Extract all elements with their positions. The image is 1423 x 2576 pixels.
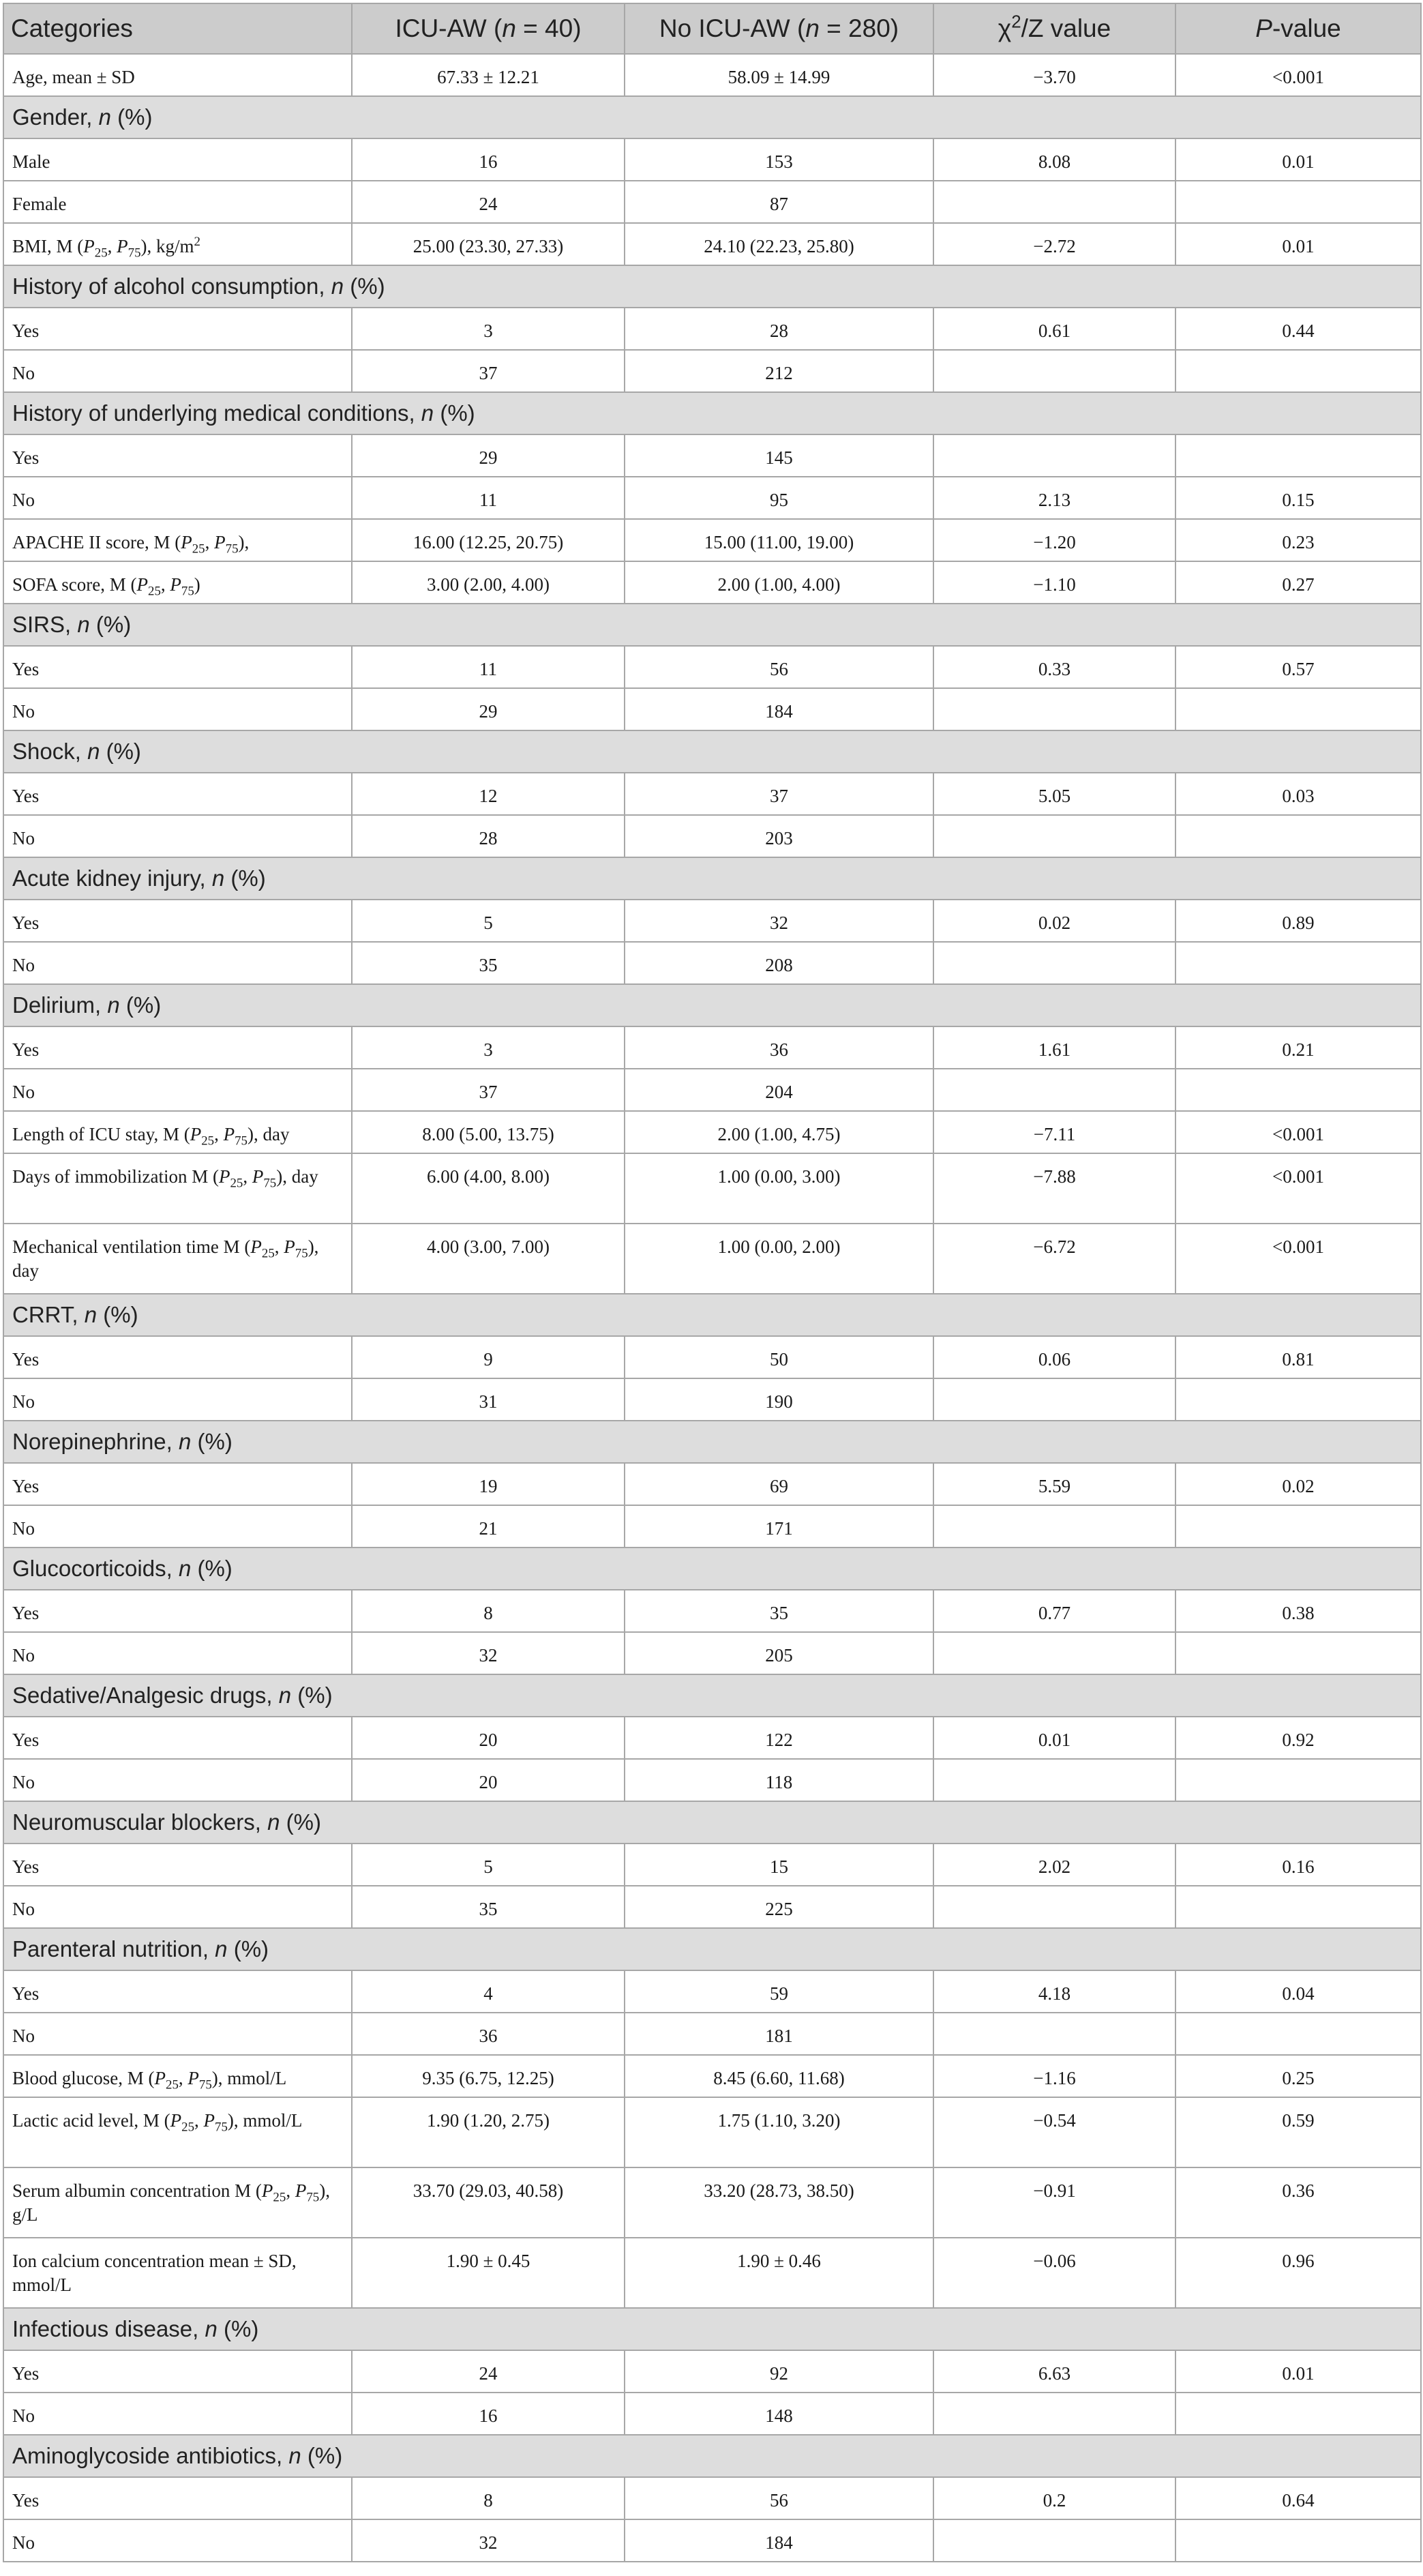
- table-row: [3, 1590, 1421, 1632]
- table-row: [3, 1505, 1421, 1548]
- icu-aw-cell: 4: [352, 1970, 625, 2013]
- category-cell: Yes: [3, 308, 352, 350]
- table-row: [3, 646, 1421, 688]
- no-icu-aw-cell: 212: [625, 350, 933, 392]
- data-table: [3, 3, 1422, 2562]
- stat-value-cell: −1.10: [933, 561, 1175, 604]
- category-cell: No: [3, 1378, 352, 1421]
- icu-aw-cell: 24: [352, 2350, 625, 2393]
- table-row: [3, 2013, 1421, 2055]
- p-value-cell: 0.25: [1175, 2055, 1421, 2097]
- table-row: [3, 1717, 1421, 1759]
- icu-aw-cell: 5: [352, 900, 625, 942]
- stat-value-cell: 0.06: [933, 1336, 1175, 1378]
- section-label: Shock, n (%): [3, 730, 1421, 773]
- stat-value-cell: [933, 2519, 1175, 2562]
- icu-aw-cell: 25.00 (23.30, 27.33): [352, 223, 625, 265]
- icu-aw-cell: 29: [352, 434, 625, 477]
- no-icu-aw-cell: 33.20 (28.73, 38.50): [625, 2167, 933, 2238]
- stat-value-cell: [933, 815, 1175, 857]
- p-value-cell: [1175, 2013, 1421, 2055]
- p-value-cell: [1175, 1505, 1421, 1548]
- icu-aw-cell: 35: [352, 1886, 625, 1928]
- icu-aw-cell: 9.35 (6.75, 12.25): [352, 2055, 625, 2097]
- p-value-cell: 0.27: [1175, 561, 1421, 604]
- stat-value-cell: [933, 181, 1175, 223]
- section-label: Acute kidney injury, n (%): [3, 857, 1421, 900]
- category-cell: Yes: [3, 1844, 352, 1886]
- icu-aw-cell: 67.33 ± 12.21: [352, 54, 625, 96]
- no-icu-aw-cell: 203: [625, 815, 933, 857]
- section-label: Gender, n (%): [3, 96, 1421, 138]
- no-icu-aw-cell: 56: [625, 2477, 933, 2519]
- p-value-cell: [1175, 181, 1421, 223]
- section-label: Neuromuscular blockers, n (%): [3, 1801, 1421, 1844]
- no-icu-aw-cell: 37: [625, 773, 933, 815]
- header-cell: No ICU-AW (n = 280): [625, 3, 933, 54]
- stat-value-cell: [933, 688, 1175, 730]
- category-cell: No: [3, 942, 352, 984]
- table-row: [3, 2238, 1421, 2308]
- p-value-cell: [1175, 2393, 1421, 2435]
- category-cell: Yes: [3, 1463, 352, 1505]
- section-row: [3, 1928, 1421, 1970]
- category-cell: Yes: [3, 646, 352, 688]
- table-row: [3, 1153, 1421, 1224]
- stat-value-cell: −0.54: [933, 2097, 1175, 2167]
- stat-value-cell: 0.2: [933, 2477, 1175, 2519]
- icu-aw-cell: 36: [352, 2013, 625, 2055]
- category-cell: Ion calcium concentration mean ± SD, mmol/L: [3, 2238, 352, 2308]
- icu-aw-cell: 1.90 ± 0.45: [352, 2238, 625, 2308]
- icu-aw-cell: 16.00 (12.25, 20.75): [352, 519, 625, 561]
- section-row: [3, 392, 1421, 434]
- section-row: [3, 265, 1421, 308]
- icu-aw-cell: 5: [352, 1844, 625, 1886]
- stat-value-cell: 0.61: [933, 308, 1175, 350]
- icu-aw-cell: 16: [352, 2393, 625, 2435]
- icu-aw-cell: 24: [352, 181, 625, 223]
- icu-aw-cell: 3: [352, 1026, 625, 1069]
- icu-aw-cell: 37: [352, 350, 625, 392]
- table-row: [3, 900, 1421, 942]
- category-cell: No: [3, 1759, 352, 1801]
- table-row: [3, 942, 1421, 984]
- table-row: [3, 815, 1421, 857]
- icu-aw-cell: 3.00 (2.00, 4.00): [352, 561, 625, 604]
- icu-aw-cell: 8: [352, 2477, 625, 2519]
- table-row: [3, 477, 1421, 519]
- stat-value-cell: 0.01: [933, 1717, 1175, 1759]
- icu-aw-cell: 19: [352, 1463, 625, 1505]
- table-row: [3, 773, 1421, 815]
- icu-aw-cell: 11: [352, 477, 625, 519]
- icu-aw-cell: 32: [352, 1632, 625, 1674]
- stat-value-cell: −7.88: [933, 1153, 1175, 1224]
- category-cell: Serum albumin concentration M ($P_{25}$, $P_{75}$), g/L: [3, 2167, 352, 2238]
- table-row: [3, 2350, 1421, 2393]
- category-cell: Yes: [3, 1590, 352, 1632]
- no-icu-aw-cell: 2.00 (1.00, 4.75): [625, 1111, 933, 1153]
- table-row: [3, 2167, 1421, 2238]
- no-icu-aw-cell: 145: [625, 434, 933, 477]
- table-row: [3, 519, 1421, 561]
- no-icu-aw-cell: 225: [625, 1886, 933, 1928]
- p-value-cell: 0.15: [1175, 477, 1421, 519]
- stat-value-cell: −1.16: [933, 2055, 1175, 2097]
- category-cell: Length of ICU stay, M ($P_{25}$, $P_{75}$), day: [3, 1111, 352, 1153]
- table-row: [3, 2055, 1421, 2097]
- icu-aw-cell: 28: [352, 815, 625, 857]
- stat-value-cell: [933, 942, 1175, 984]
- stat-value-cell: [933, 1632, 1175, 1674]
- p-value-cell: 0.01: [1175, 138, 1421, 181]
- section-label: CRRT, n (%): [3, 1294, 1421, 1336]
- category-cell: Yes: [3, 900, 352, 942]
- table-body: [3, 54, 1421, 2562]
- table-row: [3, 561, 1421, 604]
- table-row: [3, 181, 1421, 223]
- icu-aw-cell: 3: [352, 308, 625, 350]
- no-icu-aw-cell: 8.45 (6.60, 11.68): [625, 2055, 933, 2097]
- p-value-cell: 0.44: [1175, 308, 1421, 350]
- no-icu-aw-cell: 59: [625, 1970, 933, 2013]
- table-row: [3, 1069, 1421, 1111]
- table-row: [3, 1632, 1421, 1674]
- category-cell: Female: [3, 181, 352, 223]
- no-icu-aw-cell: 15: [625, 1844, 933, 1886]
- no-icu-aw-cell: 58.09 ± 14.99: [625, 54, 933, 96]
- stat-value-cell: [933, 1759, 1175, 1801]
- p-value-cell: 0.96: [1175, 2238, 1421, 2308]
- section-label: Sedative/Analgesic drugs, n (%): [3, 1674, 1421, 1717]
- icu-aw-cell: 11: [352, 646, 625, 688]
- no-icu-aw-cell: 24.10 (22.23, 25.80): [625, 223, 933, 265]
- table-row: [3, 138, 1421, 181]
- no-icu-aw-cell: 208: [625, 942, 933, 984]
- no-icu-aw-cell: 87: [625, 181, 933, 223]
- no-icu-aw-cell: 92: [625, 2350, 933, 2393]
- icu-aw-cell: 32: [352, 2519, 625, 2562]
- category-cell: No: [3, 815, 352, 857]
- section-label: Glucocorticoids, n (%): [3, 1548, 1421, 1590]
- table-row: [3, 2393, 1421, 2435]
- table-row: [3, 2097, 1421, 2167]
- stat-value-cell: 1.61: [933, 1026, 1175, 1069]
- section-row: [3, 1801, 1421, 1844]
- no-icu-aw-cell: 181: [625, 2013, 933, 2055]
- no-icu-aw-cell: 184: [625, 688, 933, 730]
- category-cell: No: [3, 2519, 352, 2562]
- category-cell: Blood glucose, M ($P_{25}$, $P_{75}$), mmol/L: [3, 2055, 352, 2097]
- p-value-cell: [1175, 350, 1421, 392]
- stat-value-cell: 0.33: [933, 646, 1175, 688]
- stat-value-cell: [933, 350, 1175, 392]
- p-value-cell: 0.38: [1175, 1590, 1421, 1632]
- p-value-cell: 0.23: [1175, 519, 1421, 561]
- icu-aw-cell: 8.00 (5.00, 13.75): [352, 1111, 625, 1153]
- icu-aw-cell: 6.00 (4.00, 8.00): [352, 1153, 625, 1224]
- no-icu-aw-cell: 69: [625, 1463, 933, 1505]
- icu-aw-cell: 37: [352, 1069, 625, 1111]
- stat-value-cell: 4.18: [933, 1970, 1175, 2013]
- no-icu-aw-cell: 1.75 (1.10, 3.20): [625, 2097, 933, 2167]
- category-cell: Yes: [3, 2350, 352, 2393]
- header-cell: ICU-AW (n = 40): [352, 3, 625, 54]
- table-row: [3, 308, 1421, 350]
- p-value-cell: 0.59: [1175, 2097, 1421, 2167]
- table-row: [3, 1336, 1421, 1378]
- header-cell: P-value: [1175, 3, 1421, 54]
- icu-aw-cell: 9: [352, 1336, 625, 1378]
- stat-value-cell: [933, 1069, 1175, 1111]
- section-row: [3, 2435, 1421, 2477]
- icu-aw-cell: 35: [352, 942, 625, 984]
- icu-aw-cell: 21: [352, 1505, 625, 1548]
- category-cell: Yes: [3, 1336, 352, 1378]
- stat-value-cell: −0.91: [933, 2167, 1175, 2238]
- section-label: Delirium, n (%): [3, 984, 1421, 1026]
- p-value-cell: [1175, 688, 1421, 730]
- p-value-cell: [1175, 1069, 1421, 1111]
- stat-value-cell: 2.02: [933, 1844, 1175, 1886]
- stat-value-cell: −1.20: [933, 519, 1175, 561]
- category-cell: Lactic acid level, M ($P_{25}$, $P_{75}$), mmol/L: [3, 2097, 352, 2167]
- no-icu-aw-cell: 184: [625, 2519, 933, 2562]
- category-cell: No: [3, 2013, 352, 2055]
- table-row: [3, 223, 1421, 265]
- table-row: [3, 54, 1421, 96]
- section-row: [3, 1548, 1421, 1590]
- category-cell: Age, mean ± SD: [3, 54, 352, 96]
- p-value-cell: 0.21: [1175, 1026, 1421, 1069]
- p-value-cell: 0.01: [1175, 2350, 1421, 2393]
- p-value-cell: 0.36: [1175, 2167, 1421, 2238]
- section-row: [3, 604, 1421, 646]
- section-row: [3, 857, 1421, 900]
- stat-value-cell: [933, 434, 1175, 477]
- category-cell: Yes: [3, 2477, 352, 2519]
- icu-aw-cell: 29: [352, 688, 625, 730]
- stat-value-cell: 5.59: [933, 1463, 1175, 1505]
- section-label: Aminoglycoside antibiotics, n (%): [3, 2435, 1421, 2477]
- header-cell: $\chi^2/Z$ value: [933, 3, 1175, 54]
- p-value-cell: [1175, 2519, 1421, 2562]
- p-value-cell: [1175, 815, 1421, 857]
- category-cell: APACHE II score, M ($P_{25}$, $P_{75}$),: [3, 519, 352, 561]
- no-icu-aw-cell: 1.00 (0.00, 3.00): [625, 1153, 933, 1224]
- no-icu-aw-cell: 15.00 (11.00, 19.00): [625, 519, 933, 561]
- p-value-cell: [1175, 434, 1421, 477]
- icu-aw-cell: 20: [352, 1759, 625, 1801]
- no-icu-aw-cell: 118: [625, 1759, 933, 1801]
- section-row: [3, 96, 1421, 138]
- section-row: [3, 730, 1421, 773]
- table-row: [3, 1759, 1421, 1801]
- stat-value-cell: −6.72: [933, 1224, 1175, 1294]
- category-cell: No: [3, 1632, 352, 1674]
- p-value-cell: 0.03: [1175, 773, 1421, 815]
- category-cell: Yes: [3, 773, 352, 815]
- stat-value-cell: 2.13: [933, 477, 1175, 519]
- table-row: [3, 688, 1421, 730]
- no-icu-aw-cell: 2.00 (1.00, 4.00): [625, 561, 933, 604]
- stat-value-cell: 6.63: [933, 2350, 1175, 2393]
- category-cell: No: [3, 688, 352, 730]
- table-row: [3, 434, 1421, 477]
- stat-value-cell: [933, 1378, 1175, 1421]
- stat-value-cell: [933, 2013, 1175, 2055]
- section-row: [3, 984, 1421, 1026]
- category-cell: No: [3, 1505, 352, 1548]
- no-icu-aw-cell: 35: [625, 1590, 933, 1632]
- icu-aw-cell: 33.70 (29.03, 40.58): [352, 2167, 625, 2238]
- p-value-cell: [1175, 1886, 1421, 1928]
- section-label: Infectious disease, n (%): [3, 2308, 1421, 2350]
- p-value-cell: [1175, 1378, 1421, 1421]
- category-cell: No: [3, 1069, 352, 1111]
- p-value-cell: 0.57: [1175, 646, 1421, 688]
- no-icu-aw-cell: 205: [625, 1632, 933, 1674]
- section-row: [3, 1421, 1421, 1463]
- header-cell: Categories: [3, 3, 352, 54]
- p-value-cell: [1175, 1632, 1421, 1674]
- icu-aw-cell: 12: [352, 773, 625, 815]
- p-value-cell: [1175, 942, 1421, 984]
- category-cell: Yes: [3, 1970, 352, 2013]
- no-icu-aw-cell: 1.90 ± 0.46: [625, 2238, 933, 2308]
- category-cell: Days of immobilization M ($P_{25}$, $P_{75}$), day: [3, 1153, 352, 1224]
- no-icu-aw-cell: 56: [625, 646, 933, 688]
- icu-aw-cell: 31: [352, 1378, 625, 1421]
- no-icu-aw-cell: 28: [625, 308, 933, 350]
- icu-aw-cell: 8: [352, 1590, 625, 1632]
- icu-aw-cell: 16: [352, 138, 625, 181]
- stat-value-cell: −3.70: [933, 54, 1175, 96]
- icu-aw-cell: 1.90 (1.20, 2.75): [352, 2097, 625, 2167]
- table-row: [3, 1026, 1421, 1069]
- no-icu-aw-cell: 171: [625, 1505, 933, 1548]
- category-cell: Male: [3, 138, 352, 181]
- section-label: Norepinephrine, n (%): [3, 1421, 1421, 1463]
- stat-value-cell: 5.05: [933, 773, 1175, 815]
- table-row: [3, 350, 1421, 392]
- category-cell: BMI, M ($P_{25}$, $P_{75}$), $kg/m^2$: [3, 223, 352, 265]
- stat-value-cell: 0.02: [933, 900, 1175, 942]
- no-icu-aw-cell: 190: [625, 1378, 933, 1421]
- p-value-cell: 0.64: [1175, 2477, 1421, 2519]
- table-row: [3, 2477, 1421, 2519]
- stat-value-cell: [933, 1886, 1175, 1928]
- category-cell: Mechanical ventilation time M ($P_{25}$, $P_{75}$), day: [3, 1224, 352, 1294]
- p-value-cell: [1175, 1759, 1421, 1801]
- stat-value-cell: −2.72: [933, 223, 1175, 265]
- p-value-cell: 0.81: [1175, 1336, 1421, 1378]
- category-cell: Yes: [3, 1717, 352, 1759]
- category-cell: No: [3, 477, 352, 519]
- no-icu-aw-cell: 148: [625, 2393, 933, 2435]
- p-value-cell: 0.04: [1175, 1970, 1421, 2013]
- p-value-cell: <0.001: [1175, 1153, 1421, 1224]
- section-row: [3, 2308, 1421, 2350]
- p-value-cell: 0.92: [1175, 1717, 1421, 1759]
- section-row: [3, 1294, 1421, 1336]
- table-row: [3, 1970, 1421, 2013]
- no-icu-aw-cell: 1.00 (0.00, 2.00): [625, 1224, 933, 1294]
- no-icu-aw-cell: 32: [625, 900, 933, 942]
- table-row: [3, 1378, 1421, 1421]
- category-cell: Yes: [3, 434, 352, 477]
- table-row: [3, 2519, 1421, 2562]
- section-row: [3, 1674, 1421, 1717]
- p-value-cell: 0.01: [1175, 223, 1421, 265]
- stat-value-cell: [933, 2393, 1175, 2435]
- section-label: SIRS, n (%): [3, 604, 1421, 646]
- category-cell: No: [3, 1886, 352, 1928]
- no-icu-aw-cell: 36: [625, 1026, 933, 1069]
- table-row: [3, 1844, 1421, 1886]
- p-value-cell: <0.001: [1175, 1111, 1421, 1153]
- section-label: History of alcohol consumption, n (%): [3, 265, 1421, 308]
- no-icu-aw-cell: 153: [625, 138, 933, 181]
- no-icu-aw-cell: 50: [625, 1336, 933, 1378]
- stat-value-cell: [933, 1505, 1175, 1548]
- stat-value-cell: −7.11: [933, 1111, 1175, 1153]
- category-cell: No: [3, 2393, 352, 2435]
- p-value-cell: 0.02: [1175, 1463, 1421, 1505]
- table-row: [3, 1463, 1421, 1505]
- p-value-cell: 0.16: [1175, 1844, 1421, 1886]
- p-value-cell: 0.89: [1175, 900, 1421, 942]
- category-cell: SOFA score, M ($P_{25}$, $P_{75}$): [3, 561, 352, 604]
- section-label: Parenteral nutrition, n (%): [3, 1928, 1421, 1970]
- icu-aw-cell: 4.00 (3.00, 7.00): [352, 1224, 625, 1294]
- p-value-cell: <0.001: [1175, 1224, 1421, 1294]
- section-label: History of underlying medical conditions, n (%): [3, 392, 1421, 434]
- no-icu-aw-cell: 204: [625, 1069, 933, 1111]
- category-cell: Yes: [3, 1026, 352, 1069]
- icu-aw-cell: 20: [352, 1717, 625, 1759]
- table-row: [3, 1224, 1421, 1294]
- table-row: [3, 1111, 1421, 1153]
- stat-value-cell: 8.08: [933, 138, 1175, 181]
- header-row: [3, 3, 1421, 54]
- category-cell: No: [3, 350, 352, 392]
- stat-value-cell: −0.06: [933, 2238, 1175, 2308]
- table-row: [3, 1886, 1421, 1928]
- no-icu-aw-cell: 122: [625, 1717, 933, 1759]
- stat-value-cell: 0.77: [933, 1590, 1175, 1632]
- no-icu-aw-cell: 95: [625, 477, 933, 519]
- p-value-cell: <0.001: [1175, 54, 1421, 96]
